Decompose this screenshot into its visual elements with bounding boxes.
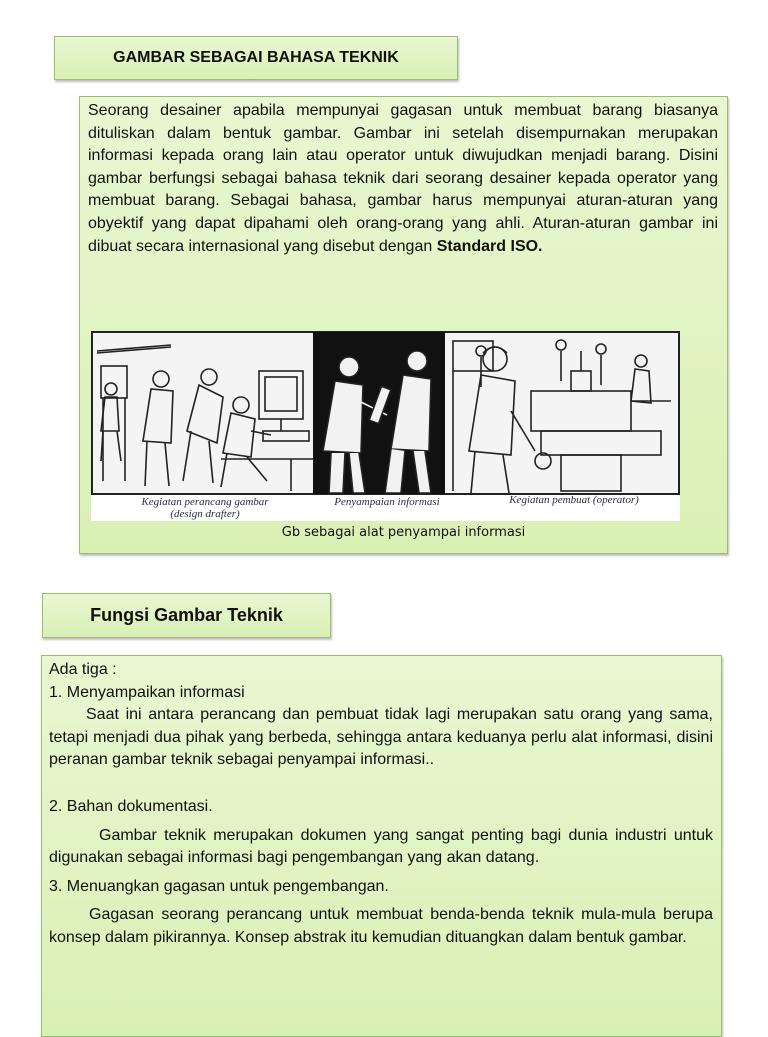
section-title-gambar-bahasa-teknik <box>54 36 458 80</box>
illustration-drawing <box>91 331 680 521</box>
function-2-title: 2. Bahan dokumentasi. <box>49 797 213 815</box>
function-2-text: Gambar teknik merupakan dokumen yang sangat penting bagi dunia industri untuk digunakan sebagai informasi bagi pengembangan yang akan datang. <box>49 826 713 867</box>
intro-panel <box>79 96 728 554</box>
function-3-text: Gagasan seorang perancang untuk membuat benda-benda teknik mula-mula berupa konsep dalam pikirannya. Konsep abstrak itu kemudian dituangkan dalam bentuk gambar. <box>49 906 713 946</box>
figure-caption: Gb sebagai alat penyampai informasi <box>281 525 526 540</box>
illustration-caption-right: Kegiatan pembuat (operator) <box>509 494 639 506</box>
section-title-text: Fungsi Gambar Teknik <box>90 605 283 625</box>
illustration-caption-mid: Penyampaian informasi <box>334 496 440 508</box>
intro-paragraph <box>88 100 718 258</box>
intro-text: Seorang desainer apabila mempunyai gagasan untuk membuat barang biasanya dituliskan dalam bentuk gambar. Gambar ini setelah disempurnakan merupakan informasi kepada orang lain atau operator untuk diwujudkan menjadi barang. Disini gambar berfungsi sebagai bahasa teknik dari seorang desainer kepada operator yang membuat barang. Sebagai bahasa, gambar harus mempunyai aturan-aturan yang obyektif yang dapat dipahami oleh orang-orang yang ahli. Aturan-aturan gambar ini dibuat secara internasional yang disebut dengan <box>88 102 718 255</box>
functions-intro: Ada tiga : <box>49 661 117 678</box>
function-3-title: 3. Menuangkan gagasan untuk pengembangan. <box>49 877 389 895</box>
function-1-text: Saat ini antara perancang dan pembuat tidak lagi merupakan satu orang yang sama, tetapi menjadi dua pihak yang berbeda, sehingga antara keduanya perlu alat informasi, disini peranan gambar teknik sebagai penyampai informasi.. <box>49 706 713 769</box>
section-title-fungsi-gambar-teknik <box>42 593 331 638</box>
illustration-caption-left-2: (design drafter) <box>170 508 240 520</box>
functions-panel <box>41 655 722 1037</box>
intro-bold-standard: Standard ISO. <box>436 237 543 255</box>
illustration-information-flow <box>91 331 680 521</box>
section-title-text: GAMBAR SEBAGAI BAHASA TEKNIK <box>113 49 399 66</box>
illustration-caption-left-1: Kegiatan perancang gambar <box>141 496 269 508</box>
function-1-title: 1. Menyampaikan informasi <box>49 683 245 701</box>
